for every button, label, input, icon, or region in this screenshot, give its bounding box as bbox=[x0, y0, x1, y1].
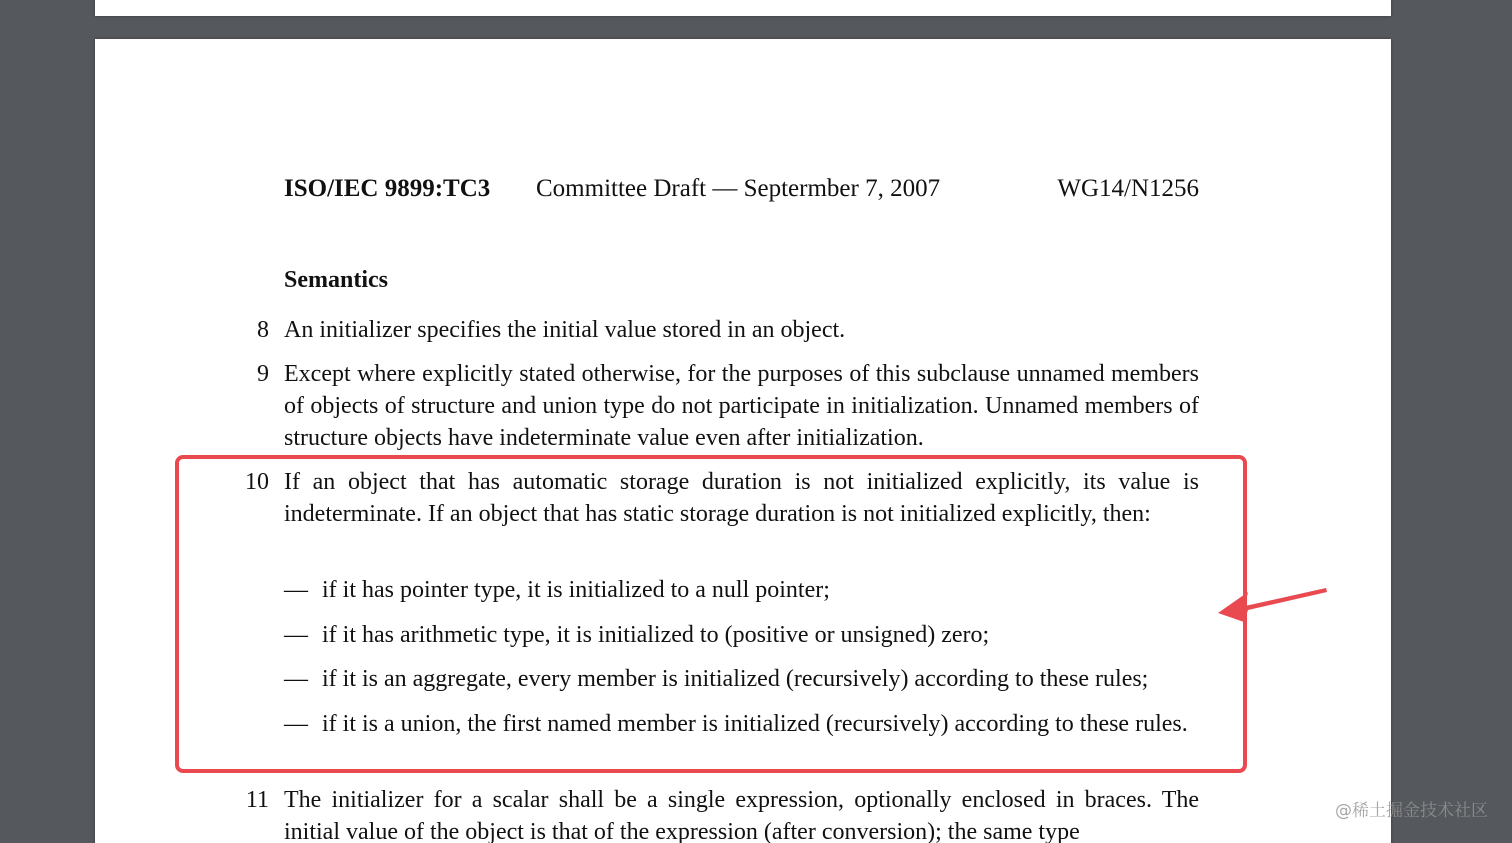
em-dash-bullet: — bbox=[284, 577, 308, 603]
list-item-text: if it has arithmetic type, it is initialized to (positive or unsigned) zero; bbox=[322, 622, 990, 648]
paragraph-text: The initializer for a scalar shall be a single expression, optionally enclosed in braces. The initial value of the object is that of the expression (after conversion); the same type bbox=[284, 787, 1199, 843]
list-item-text: if it has pointer type, it is initialized to a null pointer; bbox=[322, 577, 830, 603]
paragraph-text: If an object that has automatic storage duration is not initialized explicitly, its value is indeterminate. If an object that has static storage duration is not initialized explicitly, then: bbox=[284, 469, 1199, 527]
previous-page bbox=[95, 0, 1391, 16]
paragraph-8 bbox=[257, 314, 1199, 346]
paragraph-number: 8 bbox=[257, 317, 269, 343]
highlight-annotation-box bbox=[175, 455, 1247, 773]
em-dash-bullet: — bbox=[284, 622, 308, 648]
list-item-text: if it is an aggregate, every member is initialized (recursively) according to these rules; bbox=[322, 666, 1149, 692]
paragraph-9 bbox=[257, 358, 1199, 454]
paragraph-text: Except where explicitly stated otherwise, for the purposes of this subclause unnamed members of objects of structure and union type do not participate in initialization. Unnamed members of structure objects have indeterminate value even after initialization. bbox=[284, 361, 1199, 451]
section-heading: Semantics bbox=[284, 267, 388, 293]
paragraph-number: 10 bbox=[245, 469, 269, 495]
list-item-text: if it is a union, the first named member is initialized (recursively) according to these rules. bbox=[322, 711, 1188, 737]
header-standard-id: ISO/IEC 9899:TC3 bbox=[284, 175, 491, 202]
header-draft-date: Committee Draft — Septermber 7, 2007 bbox=[536, 175, 941, 202]
em-dash-bullet: — bbox=[284, 711, 308, 737]
paragraph-11 bbox=[245, 784, 1199, 843]
header-document-number: WG14/N1256 bbox=[1057, 175, 1199, 202]
paragraph-number: 11 bbox=[245, 787, 269, 813]
paragraph-number: 9 bbox=[257, 361, 269, 387]
arrow-annotation-icon bbox=[1218, 586, 1328, 626]
em-dash-bullet: — bbox=[284, 666, 308, 692]
watermark: @稀土掘金技术社区 bbox=[1335, 801, 1488, 821]
page-header bbox=[284, 175, 1199, 207]
paragraph-text: An initializer specifies the initial value stored in an object. bbox=[284, 317, 846, 343]
